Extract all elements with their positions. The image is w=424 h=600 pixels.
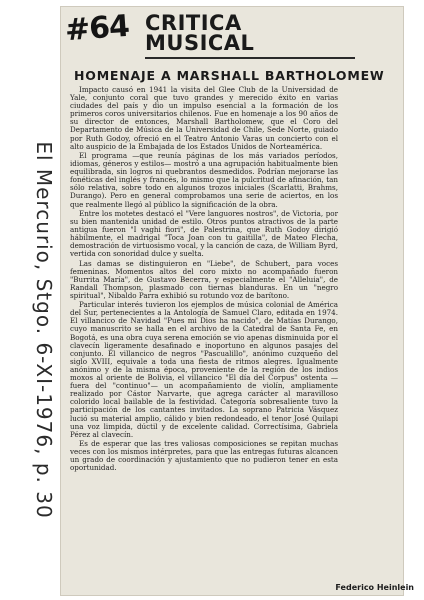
annotation-text: El Mercurio, Stgo. 6-XI-1976, p. 30 <box>32 141 56 519</box>
paragraph: Es de esperar que las tres valiosas composiciones se repitan muchas veces con los mismos intérpretes, para que las entregas futuras alcancen un grado de coordinación y ajustamiento que no pudieron tener en esta oportunidad. <box>70 438 338 473</box>
section-title-line-2: MUSICAL <box>145 31 255 55</box>
paragraph: Impacto causó en 1941 la visita del Glee Club de la Universidad de Yale, conjunto coral que tuvo grandes y merecido éxito en varias ciudades del país y dio un impulso esencial a la formación de los primeros coros universitarios chilenos. Fue en homenaje a los 90 años de su director de entonces, Marshall Bartholomew, que el Coro del Departamento de Música de la Universidad de Chile, Sede Norte, guiado por Ruth Godoy, ofreció en el Teatro Antonio Varas un concierto con el alto auspicio de la Embajada de los Estados Unidos de Norteamérica. <box>70 85 338 151</box>
section-title-line-1: CRITICA <box>145 11 242 35</box>
paragraph: El programa —que reunía páginas de los más variados períodos, idiomas, géneros y estilos— mostró a una agrupación habitualmente bien equilibrada, sin logros ni quebrantos desmedidos. Podrían mejorarse las fonéticas del inglés y francés, lo mismo que la pulcritud de afinación, tan sólo relativa, sobre todo en algunos trozos iniciales (Scarlatti, Brahms, Durango). Pero en general comprobamos una serie de aciertos, en los que realmente llegó al público la significación de la obra. <box>70 150 338 209</box>
author-signature: Federico Heinlein <box>335 583 414 592</box>
section-masthead <box>145 13 295 53</box>
handwritten-source-annotation <box>24 80 64 580</box>
article-body <box>70 86 338 474</box>
paragraph: Entre los motetes destacó el "Vere languores nostros", de Victoria, por su bien mantenida unidad de estilo. Otros puntos atractivos de la parte antigua fueron "I vaghi fiori", de Palestrina, que Ruth Godoy dirigió hábilmente, el madrigal "Toca Joan con tu gaitilla", de Mateo Flecha, demostración de virtuosismo vocal, y la canción de caza, de William Byrd, vertida con sonoridad dulce y suelta. <box>70 208 339 259</box>
paragraph: Particular interés tuvieron los ejemplos de música colonial de América del Sur, pertenecientes a la Antología de Samuel Claro, editada en 1974. El villancico de Navidad "Pues mi Dios ha nacido", de Matías Durango, cuyo manuscrito se halla en el archivo de la Catedral de Santa Fe, en Bogotá, es una obra cuya serena emoción se vio apenas disminuida por el clavecín ligeramente desafinado e inoportuno en algunos pasajes del conjunto. El villancico de negros "Pascualillo", anónimo cuzqueño del siglo XVIII, equivale a toda una fiesta de ritmos alegres. Igualmente anónimo y de la misma época, proveniente de la región de los indios moxos al oriente de Bolivia, el villancico "El día del Corpus" ostenta —fuera del "continuo"— un acompañamiento de violín, ampliamente realizado por Cástor Narvarte, que agrega carácter al maravilloso colorido local bailable de la festividad. Categoría sobresaliente tuvo la participación de los cantantes invitados. La soprano Patricia Vásquez lució su material amplio, cálido y bien redondeado, el tenor José Quilapi una voz limpida, dúctil y de excelente calidad. Correctísima, Gabriela Pérez al clavecín. <box>70 300 338 439</box>
paragraph: Las damas se distinguieron en "Liebe", de Schubert, para voces femeninas. Momentos altos del coro mixto no acompañado fueron "Burrita María", de Gustavo Becerra, y especialmente el "Alleluia", de Randall Thompson, plasmado con tiernas blanduras. En un "negro spiritual", Nibaldo Parra exhibió su rotundo voz de barítono. <box>70 258 338 300</box>
handwritten-number: #64 <box>63 8 131 49</box>
article-headline: HOMENAJE A MARSHALL BARTHOLOMEW <box>74 68 385 83</box>
masthead-rule <box>145 57 355 59</box>
